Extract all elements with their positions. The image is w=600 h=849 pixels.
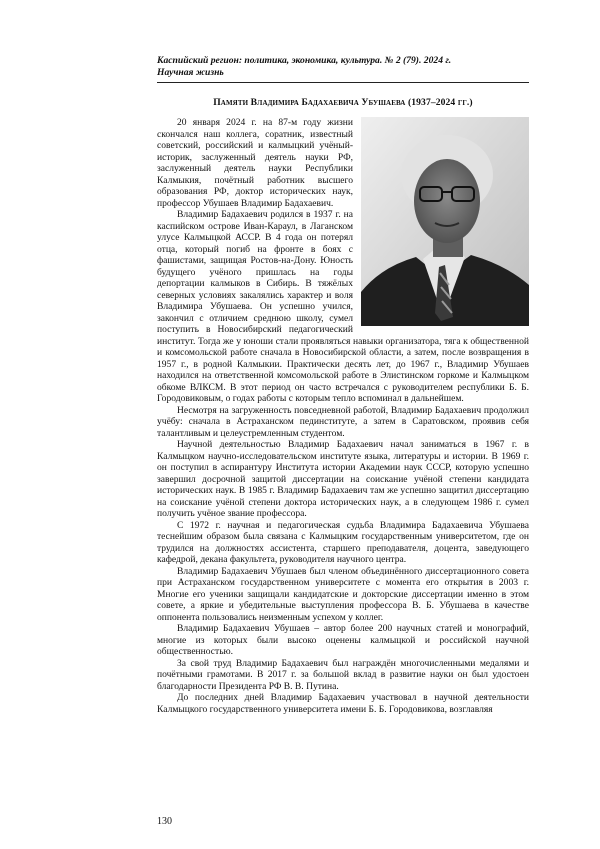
running-head <box>157 55 527 79</box>
article-title: Памяти Владимира Бадахаевича Убушаева (1937–2024 гг.) <box>213 97 473 108</box>
paragraph: До последних дней Владимир Бадахаевич участвовал в научной деятельности Калмыцкого государственного университета имени Б. Б. Городовикова, возглавляя <box>157 692 529 715</box>
section-name: Научная жизнь <box>157 67 224 78</box>
journal-citation: Каспийский регион: политика, экономика, культура. № 2 (79). 2024 г. <box>157 55 452 66</box>
paragraph: Несмотря на загруженность повседневной работой, Владимир Бадахаевич продолжил учёбу: сначала в Астраханском пединституте, а затем в Саратовском, проявив себя талантливым и целеустремленным студентом. <box>157 404 529 439</box>
photo-float-spacer <box>353 117 529 329</box>
paragraph: За свой труд Владимир Бадахаевич был награждён многочисленными медалями и почётными грамотами. В 2017 г. за большой вклад в развитие науки он был удостоен благодарности Президента РФ В. В. Путина. <box>157 657 529 692</box>
paragraph: Владимир Бадахаевич Убушаев был членом объединённого диссертационного совета при Астраханском государственном университете с момента его открытия в 2003 г. Многие его ученики защищали кандидатские и докторские диссертации именно в этом совете, а яркие и убедительные выступления профессора В. Б. Убушаева в качестве оппонента пользовались неизменным успехом у коллег. <box>157 565 529 623</box>
paragraph: Владимир Бадахаевич родился в 1937 г. на каспийском острове Иван-Караул, в Лаганском улусе Калмыцкой АССР. В 4 года он потерял отца, который погиб на фронте в боях с фашистами, защищая Ростов-на-Дону. Юность будущего учёного пришлась на годы депортации калмыков в Сибирь. В тяжёлых северных условиях закалялись характер и воля Владимира Убушаева. Он успешно учился, закончил с отличием среднюю школу, сумел поступить в Новосибирский педагогический институт. Тогда же у юноши стали проявляться навыки организатора, тяга к общественной и комсомольской работе сначала в Новосибирской области, а затем, после возвращения в 1957 г., в родной Калмыкии. Практически десять лет, до 1967 г., Владимир Убушаев находился на ответственной комсомольской работе в Элистинском горкоме и Калмыцком обкоме ВЛКСМ. В этот период он часто встречался с руководителем республики Б. Б. Городовиковым, о годах работы с которым тепло вспоминал в дальнейшем. <box>157 209 529 404</box>
paragraph: Владимир Бадахаевич Убушаев – автор более 200 научных статей и монографий, многие из которых были высоко оценены калмыцкой и российской научной общественностью. <box>157 623 529 657</box>
paragraph: С 1972 г. научная и педагогическая судьба Владимира Бадахаевича Убушаева теснейшим образом была связана с Калмыцким государственным университетом, где он трудился на должностях ассистента, старшего преподавателя, доцента, заведующего кафедрой, декана факультета, руководителя научного центра. <box>157 519 529 565</box>
paragraph: Научной деятельностью Владимир Бадахаевич начал заниматься в 1967 г. в Калмыцком научно-исследовательском институте языка, литературы и истории. В 1969 г. он поступил в аспирантуру Института истории Академии наук СССР, которую успешно завершил досрочной защитой диссертации на соискание учёной степени кандидата исторических наук. В 1985 г. Владимир Бадахаевич там же успешно защитил диссертацию на соискание учёной степени доктора исторических наук, а в следующем 1986 г. сумел получить учёное звание профессора. <box>157 439 529 519</box>
paragraph: 20 января 2024 г. на 87-м году жизни скончался наш коллега, соратник, известный советский, российский и калмыцкий учёный-историк, заслуженный деятель науки РФ, заслуженный деятель науки Республики Калмыкия, почётный работник высшего образования РФ, доктор исторических наук, профессор Убушаев Владимир Бадахаевич. <box>157 117 353 209</box>
page-number: 130 <box>157 816 172 827</box>
header-divider <box>157 82 529 83</box>
article-body <box>157 117 529 715</box>
